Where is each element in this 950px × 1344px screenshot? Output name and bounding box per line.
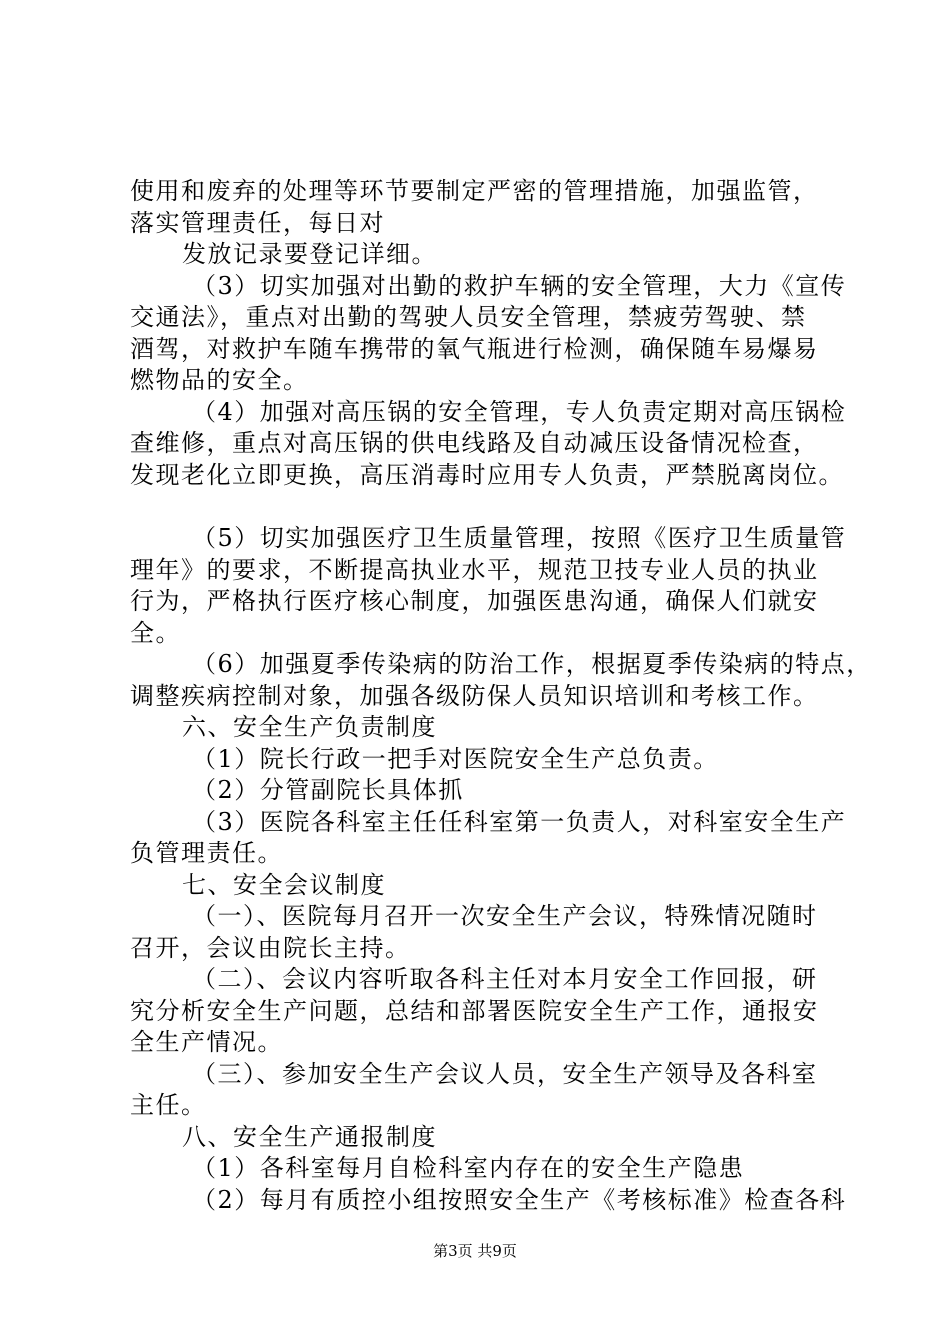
text-line: 召开，会议由院长主持。 [130, 933, 411, 962]
paragraph-gap [130, 491, 850, 523]
text-line: （5）切实加强医疗卫生质量管理，按照《医疗卫生质量管 [192, 524, 847, 552]
text-line: 使用和废弃的处理等环节要制定严密的管理措施，加强监管， [130, 177, 819, 205]
text-line: 燃物品的安全。 [130, 366, 309, 394]
text-line: （3）医院各科室主任任科室第一负责人，对科室安全生产 [192, 807, 847, 836]
text-line: 交通法》，重点对出勤的驾驶人员安全管理，禁疲劳驾驶、禁 [130, 303, 807, 331]
text-line: 全。 [130, 618, 181, 647]
text-line: （6）加强夏季传染病的防治工作，根据夏季传染病的特点， [192, 650, 872, 678]
section-heading: 七、安全会议制度 [182, 870, 386, 899]
text-line: 酒驾，对救护车随车携带的氧气瓶进行检测，确保随车易爆易 [130, 334, 819, 363]
text-line: 发放记录要登记详细。 [182, 240, 437, 268]
document-body [130, 176, 872, 1216]
text-line: 调整疾病控制对象，加强各级防保人员知识培训和考核工作。 [130, 681, 819, 710]
section-heading: 六、安全生产负责制度 [182, 713, 437, 741]
text-line: （3）切实加强对出勤的救护车辆的安全管理，大力《宣传 [192, 271, 847, 300]
text-line: 落实管理责任，每日对 [130, 208, 385, 237]
text-line: 负管理责任。 [130, 839, 283, 867]
text-line: 主任。 [130, 1091, 207, 1119]
text-line: 行为，严格执行医疗核心制度，加强医患沟通，确保人们就安 [130, 587, 819, 615]
text-line: （1）院长行政一把手对医院安全生产总负责。 [192, 744, 719, 773]
text-line: （二）、会议内容听取各科主任对本月安全工作回报，研 [192, 965, 818, 993]
text-line: 发现老化立即更换，高压消毒时应用专人负责，严禁脱离岗位。 [130, 460, 844, 489]
text-line: （三）、参加安全生产会议人员，安全生产领导及各科室 [192, 1059, 818, 1088]
text-line: （1）各科室每月自检科室内存在的安全生产隐患 [192, 1154, 745, 1182]
text-line: （一）、医院每月召开一次安全生产会议，特殊情况随时 [192, 902, 818, 930]
text-line: 究分析安全生产问题，总结和部署医院安全生产工作，通报安 [130, 996, 819, 1025]
text-line: （4）加强对高压锅的安全管理，专人负责定期对高压锅检 [192, 397, 847, 426]
text-line: （2）每月有质控小组按照安全生产《考核标准》检查各科 [192, 1185, 847, 1214]
text-line: 查维修，重点对高压锅的供电线路及自动减压设备情况检查， [130, 429, 819, 457]
text-line: 全生产情况。 [130, 1028, 283, 1056]
text-line: （2）分管副院长具体抓 [192, 776, 464, 804]
page-footer: 第3页 共9页 [433, 1242, 517, 1260]
section-heading: 八、安全生产通报制度 [182, 1122, 437, 1151]
text-line: 理年》的要求，不断提高执业水平，规范卫技专业人员的执业 [130, 555, 819, 584]
